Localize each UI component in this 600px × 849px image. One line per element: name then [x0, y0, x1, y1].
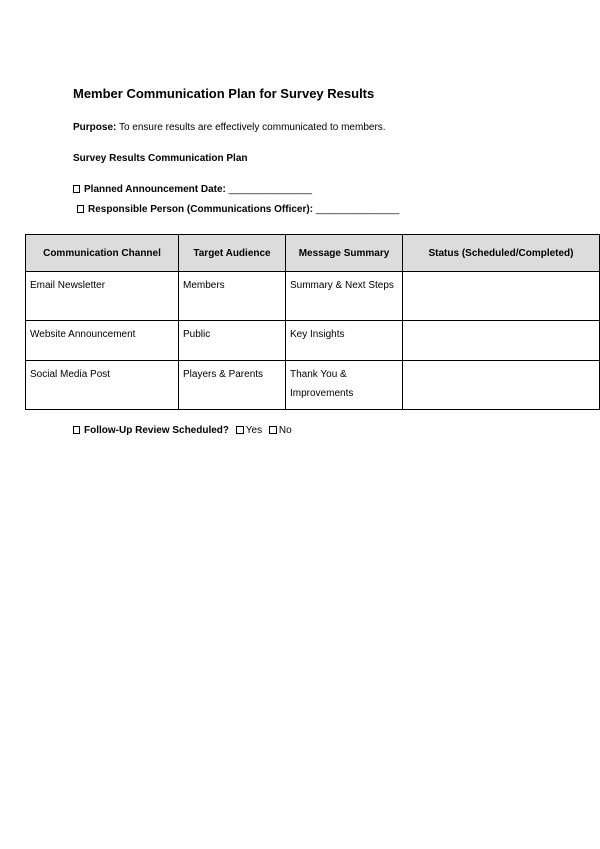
cell-message: Summary & Next Steps: [286, 272, 403, 321]
responsible-person-field: [77, 204, 399, 215]
checkbox-icon[interactable]: [73, 426, 80, 434]
column-header-message: Message Summary: [286, 235, 403, 272]
responsible-person-label: Responsible Person (Communications Officer):: [88, 204, 314, 215]
announcement-date-blank[interactable]: _______________: [228, 184, 313, 195]
followup-line: [73, 425, 292, 436]
communication-plan-table: [25, 234, 600, 410]
cell-audience: Members: [179, 272, 286, 321]
checkbox-icon[interactable]: [77, 205, 84, 213]
no-label: No: [278, 425, 292, 436]
cell-message: Thank You & Improvements: [286, 361, 403, 410]
column-header-audience: Target Audience: [179, 235, 286, 272]
cell-channel: Social Media Post: [26, 361, 179, 410]
responsible-person-blank[interactable]: _______________: [315, 204, 400, 215]
column-header-channel: Communication Channel: [26, 235, 179, 272]
table-row: [26, 272, 600, 321]
cell-audience: Public: [179, 321, 286, 361]
purpose-line: [73, 122, 386, 133]
cell-channel: Website Announcement: [26, 321, 179, 361]
followup-label: Follow-Up Review Scheduled?: [84, 425, 230, 436]
yes-label: Yes: [245, 425, 263, 436]
announcement-date-field: [73, 184, 312, 195]
cell-status[interactable]: [403, 361, 600, 410]
no-checkbox[interactable]: [269, 426, 277, 434]
cell-channel: Email Newsletter: [26, 272, 179, 321]
table-row: [26, 321, 600, 361]
cell-message: Key Insights: [286, 321, 403, 361]
section-heading: Survey Results Communication Plan: [73, 153, 248, 164]
cell-audience: Players & Parents: [179, 361, 286, 410]
column-header-status: Status (Scheduled/Completed): [403, 235, 600, 272]
table-row: [26, 361, 600, 410]
purpose-text: To ensure results are effectively communicated to members.: [118, 122, 386, 133]
cell-status[interactable]: [403, 321, 600, 361]
document-title: Member Communication Plan for Survey Results: [73, 86, 375, 101]
announcement-date-label: Planned Announcement Date:: [84, 184, 226, 195]
cell-status[interactable]: [403, 272, 600, 321]
yes-checkbox[interactable]: [236, 426, 244, 434]
checkbox-icon[interactable]: [73, 185, 80, 193]
table-header-row: [26, 235, 600, 272]
purpose-label: Purpose:: [73, 122, 117, 133]
